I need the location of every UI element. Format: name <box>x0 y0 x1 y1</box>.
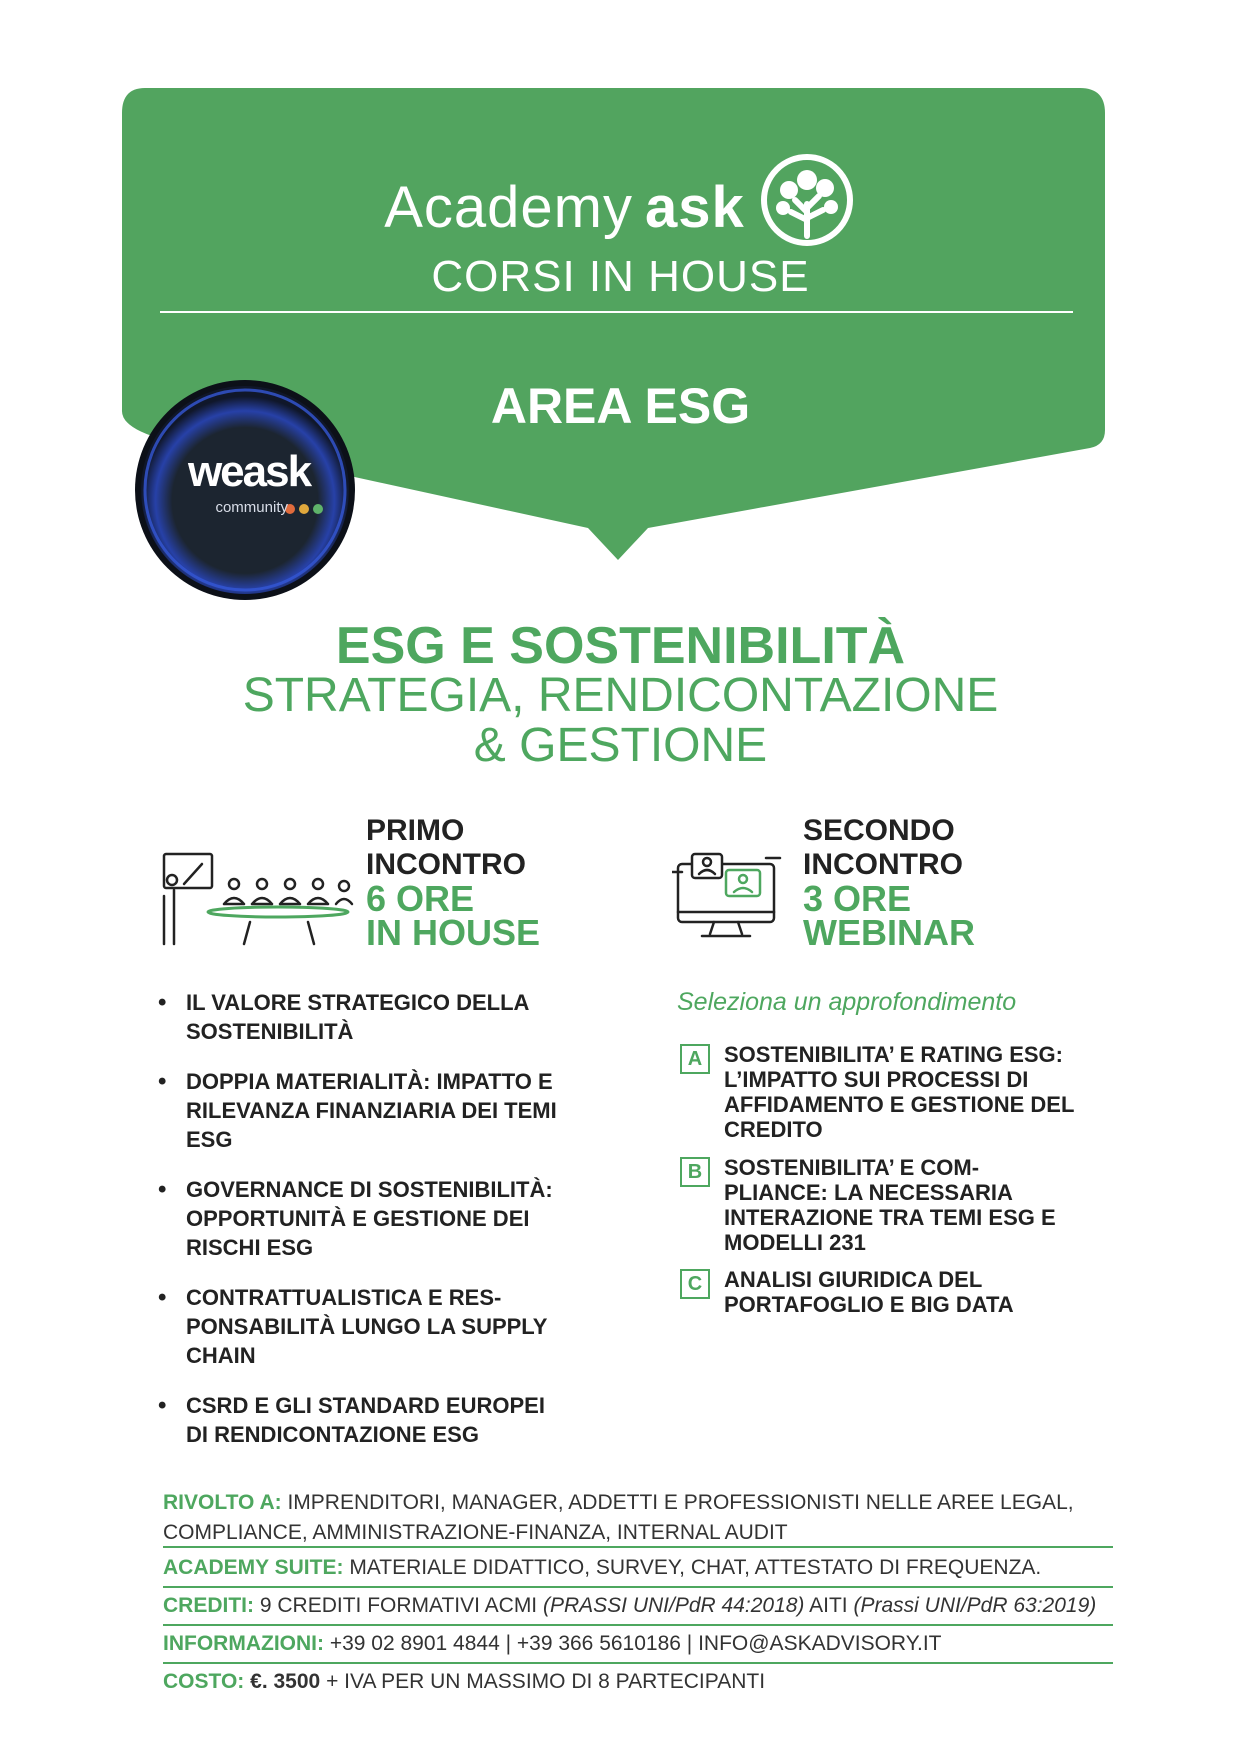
audience-text-2: COMPLIANCE, AMMINISTRAZIONE-FINANZA, INTERNAL AUDIT <box>163 1521 788 1544</box>
session1-format: IN HOUSE <box>366 912 541 953</box>
select-deepening-label: Seleziona un approfondimento <box>677 988 1017 1016</box>
course-title: ESG E SOSTENIBILITÀ <box>335 617 906 675</box>
option-letter: C <box>680 1269 710 1299</box>
webinar-monitor-icon <box>672 850 782 947</box>
divider <box>163 1546 1113 1548</box>
session2-line2: INCONTRO <box>803 848 963 881</box>
cost-price: €. 3500 <box>250 1670 321 1693</box>
credits-text: 9 CREDITI FORMATIVI ACMI <box>259 1594 538 1617</box>
contact-label: INFORMAZIONI: <box>163 1632 324 1655</box>
course-subtitle-line2: & GESTIONE <box>473 719 768 772</box>
contact-text[interactable]: +39 02 8901 4844 | +39 366 5610186 | INFO@ASKADVISORY.IT <box>329 1632 942 1655</box>
credits-norm-2: (Prassi UNI/PdR 63:2019) <box>853 1594 1097 1617</box>
brand-ask: ask <box>645 174 745 240</box>
area-title: AREA ESG <box>490 378 751 434</box>
session2-heading <box>803 814 975 953</box>
session1-hours: 6 ORE <box>366 878 475 919</box>
option-c <box>680 1267 1080 1317</box>
option-text: ANALISI GIURIDICA DEL PORTAFOGLIO E BIG DATA <box>724 1267 1014 1317</box>
audience-text: IMPRENDITORI, MANAGER, ADDETTI E PROFESSIONISTI NELLE AREE LEGAL, <box>287 1491 1074 1514</box>
session1-line2: INCONTRO <box>366 848 526 881</box>
credits-text-2: AITI <box>809 1594 848 1617</box>
audience-label: RIVOLTO A: <box>163 1491 282 1514</box>
session1-topics <box>152 988 572 1470</box>
option-letter: B <box>680 1157 710 1187</box>
courses-subtitle: CORSI IN HOUSE <box>431 252 810 301</box>
weask-community-text: community <box>215 499 288 516</box>
brand-academy: Academy <box>384 174 633 240</box>
list-item: • DOPPIA MATERIALITÀ: IMPATTO E RILEVANZA FINANZIARIA DEI TEMI ESG <box>152 1067 572 1154</box>
session2-format: WEBINAR <box>803 912 975 953</box>
classroom-icon <box>158 850 358 955</box>
tree-icon <box>757 150 857 264</box>
weask-logo-text: weask <box>187 447 311 496</box>
cost-info <box>163 1670 1113 1694</box>
option-b <box>680 1155 1080 1255</box>
divider <box>163 1586 1113 1588</box>
suite-info <box>163 1556 1113 1580</box>
divider <box>163 1624 1113 1626</box>
option-a <box>680 1042 1080 1142</box>
credits-info <box>163 1594 1113 1618</box>
list-item: • GOVERNANCE DI SOSTENIBILITÀ: OPPORTUNITÀ E GESTIONE DEI RISCHI ESG <box>152 1175 572 1262</box>
list-item: • IL VALORE STRATEGICO DELLA SOSTENIBILITÀ <box>152 988 572 1046</box>
session1-heading <box>366 814 541 953</box>
list-item: • CONTRATTUALISTICA E RES-PONSABILITÀ LUNGO LA SUPPLY CHAIN <box>152 1283 572 1370</box>
audience-info <box>163 1488 1113 1548</box>
brand-logo <box>0 150 1241 264</box>
session2-hours: 3 ORE <box>803 878 912 919</box>
cost-label: COSTO: <box>163 1670 245 1693</box>
course-subtitle-line1: STRATEGIA, RENDICONTAZIONE <box>242 669 999 722</box>
option-letter: A <box>680 1044 710 1074</box>
session2-line1: SECONDO <box>803 814 955 847</box>
option-text: SOSTENIBILITA’ E RATING ESG: L’IMPATTO SUI PROCESSI DI AFFIDAMENTO E GESTIONE DEL CREDITO <box>724 1042 1074 1142</box>
suite-text: MATERIALE DIDATTICO, SURVEY, CHAT, ATTESTATO DI FREQUENZA. <box>349 1556 1042 1579</box>
credits-norm-1: (PRASSI UNI/PdR 44:2018) <box>542 1594 805 1617</box>
credits-label: CREDITI: <box>163 1594 254 1617</box>
session1-line1: PRIMO <box>366 814 465 847</box>
list-item: • CSRD E GLI STANDARD EUROPEI DI RENDICONTAZIONE ESG <box>152 1391 572 1449</box>
divider <box>163 1662 1113 1664</box>
contact-info <box>163 1632 1113 1656</box>
cost-text: + IVA PER UN MASSIMO DI 8 PARTECIPANTI <box>326 1670 766 1693</box>
suite-label: ACADEMY SUITE: <box>163 1556 344 1579</box>
option-text: SOSTENIBILITA’ E COM-PLIANCE: LA NECESSARIA INTERAZIONE TRA TEMI ESG E MODELLI 231 <box>724 1155 1056 1255</box>
weask-badge <box>132 377 358 603</box>
